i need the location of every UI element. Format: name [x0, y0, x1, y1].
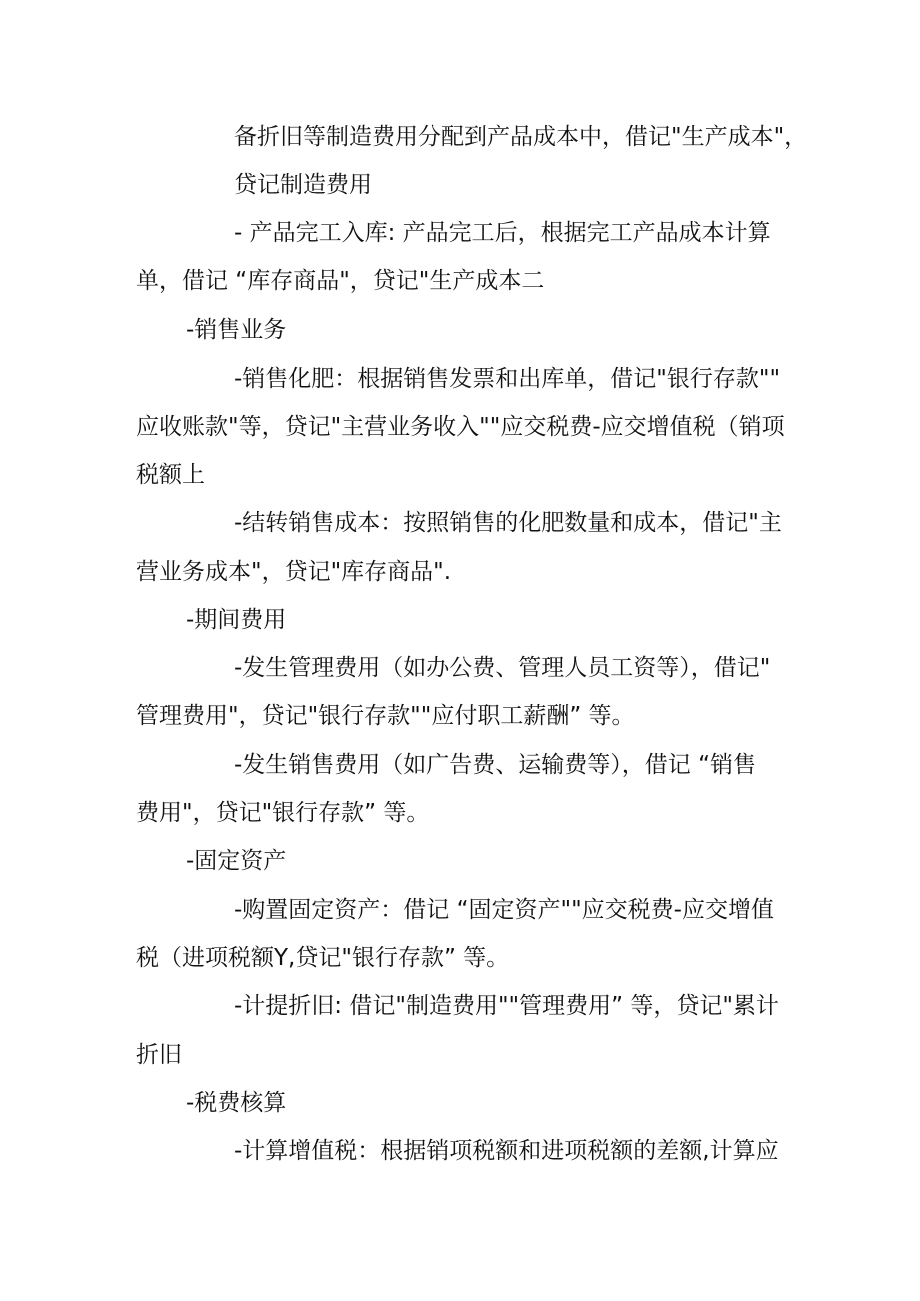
text-line-8: 税额上 [136, 462, 205, 488]
text-line-14: -发生销售费用（如广告费、运输费等），借记 “销售 [234, 752, 757, 778]
text-line-22: -计算增值税：根据销项税额和进项税额的差额,计算应 [234, 1138, 779, 1164]
text-line-19: -计提折旧: 借记"制造费用""管理费用” 等，贷记"累计 [234, 993, 779, 1019]
text-line-10: 营业务成本"，贷记"库存商品". [136, 559, 452, 585]
text-line-3: - 产品完工入库: 产品完工后，根据完工产品成本计算 [234, 220, 771, 246]
text-line-9: -结转销售成本：按照销售的化肥数量和成本，借记"主 [234, 510, 782, 536]
text-line-4: 单，借记 “库存商品"，贷记"生产成本二 [136, 268, 545, 294]
text-line-15: 费用"，贷记"银行存款” 等。 [136, 800, 430, 826]
text-line-18: 税（进项税额Y,贷记"银行存款” 等。 [136, 945, 510, 971]
text-line-20: 折旧 [136, 1042, 182, 1068]
text-line-7: 应收账款"等，贷记"主营业务收入""应交税费-应交增值税（销项 [136, 414, 785, 440]
section-heading-tax-accounting: -税费核算 [186, 1090, 287, 1116]
text-line-12: -发生管理费用（如办公费、管理人员工资等），借记" [234, 655, 771, 681]
section-heading-sales: -销售业务 [186, 317, 287, 343]
text-line-6: -销售化肥：根据销售发票和出库单，借记"银行存款"" [234, 366, 781, 392]
text-line-2: 贷记制造费用 [234, 172, 372, 198]
text-line-17: -购置固定资产：借记 “固定资产""应交税费-应交增值 [234, 897, 774, 923]
section-heading-fixed-assets: -固定资产 [186, 848, 287, 874]
text-line-13: 管理费用"，贷记"银行存款""应付职工薪酬” 等。 [136, 703, 635, 729]
section-heading-period-expenses: -期间费用 [186, 607, 287, 633]
text-line-1: 备折旧等制造费用分配到产品成本中，借记"生产成本"， [234, 124, 808, 150]
